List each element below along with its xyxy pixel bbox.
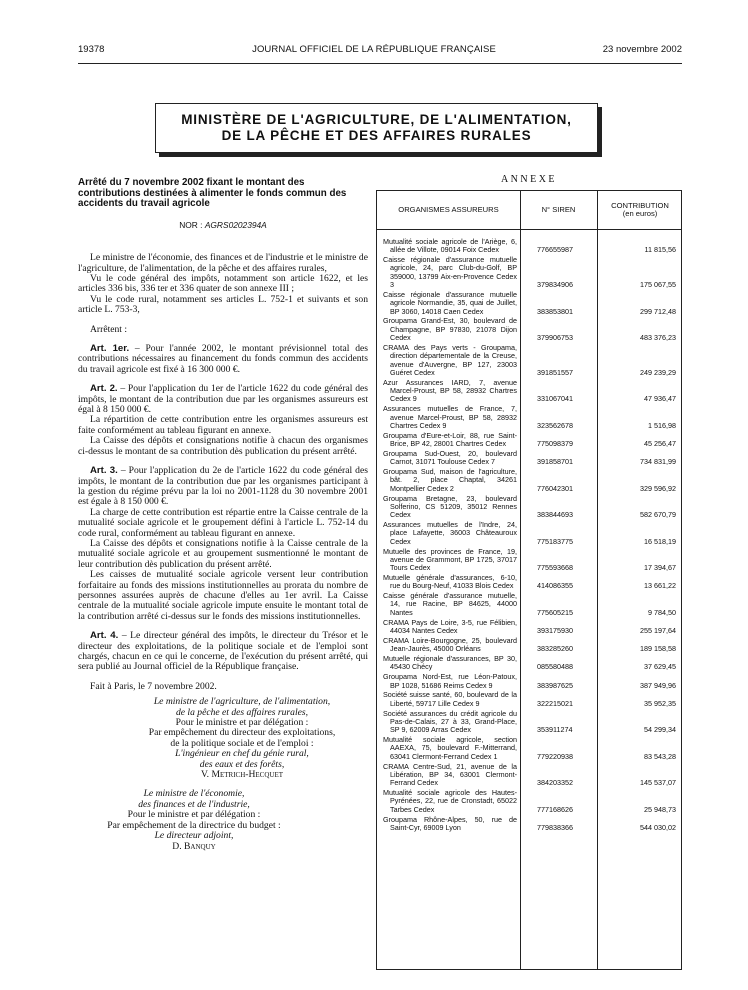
contribution-cell: 249 239,29 bbox=[640, 367, 676, 377]
table-row bbox=[377, 405, 683, 430]
contribution-cell: 9 784,50 bbox=[648, 607, 676, 617]
siren-cell: 379834906 bbox=[537, 280, 573, 290]
contribution-cell: 17 394,67 bbox=[644, 563, 676, 573]
preamble-code-rural: Vu le code rural, notamment ses articles L. 752-1 et suivants et son article L. 753-3, bbox=[78, 293, 368, 316]
decree-title: Arrêté du 7 novembre 2002 fixant le montant des contributions destinées à alimenter le fonds commun des accidents du travail agricole bbox=[78, 177, 347, 210]
organisme-cell: Caisse générale d'assurance mutuelle, 14, rue Racine, BP 84625, 44000 Nantes bbox=[383, 591, 517, 617]
siren-cell: 775605215 bbox=[537, 607, 573, 617]
organisme-cell: Groupama Bretagne, 23, boulevard Solferino, CS 51209, 35012 Rennes Cedex bbox=[383, 493, 517, 520]
table-row bbox=[377, 673, 683, 690]
table-row bbox=[377, 691, 683, 708]
contribution-cell: 299 712,48 bbox=[640, 306, 676, 316]
table-row bbox=[377, 789, 683, 814]
table-row bbox=[377, 468, 683, 493]
arretent: Arrêtent : bbox=[90, 323, 128, 335]
contribution-cell: 13 661,22 bbox=[644, 581, 676, 591]
siren-cell: 353911274 bbox=[537, 725, 573, 735]
annex-table bbox=[376, 190, 682, 970]
annex-title: ANNEXE bbox=[500, 174, 558, 185]
contribution-cell: 16 518,19 bbox=[644, 536, 676, 546]
signatory-name-economie: D. Banquy bbox=[172, 840, 216, 852]
organisme-cell: Assurances mutuelles de France, 7, avenue Marcel-Proust, BP 58, 28932 Chartres Cedex 9 bbox=[383, 404, 517, 430]
contribution-cell: 1 516,98 bbox=[648, 420, 676, 430]
siren-cell: 383285260 bbox=[537, 644, 573, 654]
organisme-cell: Société assurances du crédit agricole du Pas-de-Calais, 27 à 33, Grand-Place, SP 9, 62009 Arras Cedex bbox=[383, 708, 517, 735]
siren-cell: 383987625 bbox=[537, 680, 573, 690]
article-4-label: Art. 4. bbox=[90, 630, 119, 642]
nor-reference bbox=[78, 220, 368, 230]
table-row bbox=[377, 574, 683, 591]
table-row bbox=[377, 710, 683, 735]
contribution-cell: 387 949,96 bbox=[640, 680, 676, 690]
article-2-label: Art. 2. bbox=[90, 383, 118, 395]
siren-cell: 775098379 bbox=[537, 438, 573, 448]
siren-cell: 777168626 bbox=[537, 804, 573, 814]
siren-cell: 322215021 bbox=[537, 698, 573, 708]
page-number: 19378 bbox=[78, 44, 105, 55]
article-2: Art. 2. – Pour l'application du 1er de l'article 1622 du code général des impôts, le montant de la contribution due par les organismes assureurs est égal à 8 150 000 €. bbox=[78, 383, 368, 416]
ministry-heading-box bbox=[155, 103, 598, 153]
table-row bbox=[377, 495, 683, 520]
header-divider bbox=[377, 229, 681, 230]
column-header-organismes: ORGANISMES ASSUREURS bbox=[398, 204, 499, 214]
siren-cell: 331067041 bbox=[537, 394, 573, 404]
table-row bbox=[377, 521, 683, 546]
siren-cell: 323562678 bbox=[537, 420, 573, 430]
siren-cell: 085580488 bbox=[537, 662, 573, 672]
organisme-cell: CRAMA Pays de Loire, 3-5, rue Félibien, 44034 Nantes Cedex bbox=[383, 617, 517, 635]
organisme-cell: Mutualité sociale agricole des Hautes-Pyrénées, 22, rue de Cronstadt, 65022 Tarbes Cedex bbox=[383, 788, 517, 814]
siren-cell: 393175930 bbox=[537, 625, 573, 635]
table-row bbox=[377, 317, 683, 342]
organisme-cell: Azur Assurances IARD, 7, avenue Marcel-Proust, BP 58, 28932 Chartres Cedex 9 bbox=[383, 377, 517, 404]
organisme-cell: Groupama Nord-Est, rue Léon-Patoux, BP 1028, 51686 Reims Cedex 9 bbox=[383, 672, 517, 690]
done-at: Fait à Paris, le 7 novembre 2002. bbox=[90, 680, 217, 692]
siren-cell: 384203352 bbox=[537, 778, 573, 788]
contribution-cell: 582 670,79 bbox=[640, 510, 676, 520]
siren-cell: 779838366 bbox=[537, 822, 573, 832]
header-rule bbox=[78, 63, 682, 64]
siren-cell: 775183775 bbox=[537, 536, 573, 546]
contribution-cell: 145 537,07 bbox=[640, 778, 676, 788]
siren-cell: 775593668 bbox=[537, 563, 573, 573]
organisme-cell: Mutualité sociale agricole, section AAEXA, 75, boulevard F.-Mitterrand, 63041 Clermont-Ferrand Cedex 1 bbox=[383, 735, 517, 761]
column-header-contribution: CONTRIBUTION (en euros) bbox=[611, 200, 669, 218]
table-row bbox=[377, 763, 683, 788]
table-row bbox=[377, 291, 683, 316]
ministry-line-1: MINISTÈRE DE L'AGRICULTURE, DE L'ALIMENTATION, bbox=[181, 112, 572, 127]
annex-rows bbox=[377, 238, 683, 832]
contribution-cell: 483 376,23 bbox=[640, 333, 676, 343]
article-2-paragraph-3: La Caisse des dépôts et consignations notifie à chacun des organismes ci-dessus le montant de sa contribution dès publication du présent arrêté. bbox=[78, 435, 368, 457]
issue-date: 23 novembre 2002 bbox=[602, 44, 682, 55]
contribution-cell: 45 256,47 bbox=[644, 438, 676, 448]
table-row bbox=[377, 450, 683, 467]
contribution-cell: 544 030,02 bbox=[640, 822, 676, 832]
contribution-cell: 175 067,55 bbox=[640, 280, 676, 290]
table-row bbox=[377, 816, 683, 833]
organisme-cell: CRAMA Centre-Sud, 21, avenue de la Libération, BP 34, 63001 Clermont-Ferrand Cedex bbox=[383, 761, 517, 788]
article-3-paragraph-4: Les caisses de mutualité sociale agricole versent leur contribution forfaitaire au fonds des missions institutionnelles au prorata du nombre de personnes assurées auprès de chacune d'elles au 1er avril. La Caisse centrale de la mutualité sociale agricole impute ensuite le montant total de la contribution arrêté ci-dessus sur le fonds des missions institutionnelles. bbox=[78, 569, 368, 622]
contribution-cell: 11 815,56 bbox=[644, 245, 676, 255]
ministry-line-2: DE LA PÊCHE ET DES AFFAIRES RURALES bbox=[221, 128, 532, 143]
table-row bbox=[377, 238, 683, 255]
siren-cell: 383844693 bbox=[537, 510, 573, 520]
article-1: Art. 1er. – Pour l'année 2002, le montant prévisionnel total des contributions nécessaires au financement du fonds commun des accidents du travail agricole est fixé à 16 300 000 €. bbox=[78, 343, 368, 375]
article-3-paragraph-2: La charge de cette contribution est répartie entre la Caisse centrale de la mutualité sociale agricole et le groupement défini à l'article L. 752-14 du code rural, conformément au tableau figurant en annexe. bbox=[78, 506, 368, 539]
siren-cell: 391858701 bbox=[537, 457, 573, 467]
organisme-cell: Assurances mutuelles de l'Indre, 24, place Lafayette, 36003 Châteauroux Cedex bbox=[383, 520, 517, 546]
organisme-cell: Groupama Sud, maison de l'agriculture, bât. 2, place Chaptal, 34261 Montpellier Cedex 2 bbox=[383, 467, 517, 493]
running-header bbox=[0, 44, 748, 58]
table-row bbox=[377, 256, 683, 289]
nor-value: AGRS0202394A bbox=[204, 219, 267, 230]
siren-cell: 379906753 bbox=[537, 333, 573, 343]
signatory-name-agriculture: V. Metrich-Hecquet bbox=[200, 769, 284, 781]
organisme-cell: Groupama Rhône-Alpes, 50, rue de Saint-Cyr, 69009 Lyon bbox=[383, 814, 517, 832]
organisme-cell: Caisse régionale d'assurance mutuelle agricole Normandie, 35, quai de Juillet, BP 3060, 14018 Caen Cedex bbox=[383, 289, 517, 316]
nor-label: NOR : bbox=[179, 219, 205, 230]
contribution-cell: 83 543,28 bbox=[644, 751, 676, 761]
contribution-cell: 54 299,34 bbox=[644, 725, 676, 735]
contribution-cell: 35 952,35 bbox=[644, 698, 676, 708]
organisme-cell: CRAMA des Pays verts - Groupama, direction départementale de la Creuse, avenue d'Auvergne, BP 127, 23003 Guéret Cedex bbox=[383, 342, 517, 377]
contribution-cell: 37 629,45 bbox=[644, 662, 676, 672]
organisme-cell: Caisse régionale d'assurance mutuelle agricole, 24, parc Club-du-Golf, BP 359000, 13799 Aix-en-Provence Cedex 3 bbox=[383, 255, 517, 290]
article-3: Art. 3. – Pour l'application du 2e de l'article 1622 du code général des impôts, le montant de la contribution due par les organismes participant à la gestion du régime prévu par la loi no 2001-1128 du 30 novembre 2001 est égale à 8 150 000 €. bbox=[78, 465, 368, 508]
contribution-cell: 329 596,92 bbox=[640, 483, 676, 493]
table-row bbox=[377, 548, 683, 573]
siren-cell: 779220938 bbox=[537, 751, 573, 761]
article-4: Art. 4. – Le directeur général des impôts, le directeur du Trésor et le directeur des exploitations, de la politique sociale et de l'emploi sont chargés, chacun en ce qui le concerne, de l'exécution du présent arrêté, qui sera publié au Journal officiel de la République française. bbox=[78, 630, 368, 673]
table-row bbox=[377, 432, 683, 449]
signature-agriculture: Le ministre de l'agriculture, de l'alimentation, de la pêche et des affaires rurales, Pour le ministre et par délégation : Par empêchement du directeur des exploitations, de la politique sociale et de l'emploi : L'ingénieur en chef du génie rural, des eaux et des forêts, V. Metrich-Hecquet bbox=[78, 697, 368, 780]
table-row bbox=[377, 736, 683, 761]
article-1-label: Art. 1er. bbox=[90, 343, 130, 355]
organisme-cell: Groupama Grand-Est, 30, boulevard de Champagne, BP 97830, 21078 Dijon Cedex bbox=[383, 316, 517, 343]
organisme-cell: Groupama Sud-Ouest, 20, boulevard Carnot, 31071 Toulouse Cedex 7 bbox=[383, 448, 517, 467]
preamble-ministers: Le ministre de l'économie, des finances et de l'industrie et le ministre de l'agriculture, de l'alimentation, de la pêche et des affaires rurales, bbox=[78, 252, 368, 274]
table-row bbox=[377, 592, 683, 617]
preamble-cgi: Vu le code général des impôts, notamment son article 1622, et les articles 336 bis, 336 ter et 336 quater de son annexe III ; bbox=[78, 273, 368, 295]
contribution-cell: 255 197,64 bbox=[640, 625, 676, 635]
siren-cell: 414086355 bbox=[537, 581, 573, 591]
contribution-cell: 25 948,73 bbox=[644, 804, 676, 814]
organisme-cell: Mutuelle des provinces de France, 19, avenue de Grammont, BP 1725, 37017 Tours Cedex bbox=[383, 546, 517, 573]
article-3-label: Art. 3. bbox=[90, 465, 118, 477]
organisme-cell: Groupama d'Eure-et-Loir, 88, rue Saint-Brice, BP 42, 28001 Chartres Cedex bbox=[383, 430, 517, 448]
organisme-cell: Mutualité sociale agricole de l'Ariège, 6, allée de Villote, 09014 Foix Cedex bbox=[383, 237, 517, 255]
table-row bbox=[377, 379, 683, 404]
table-row bbox=[377, 619, 683, 636]
journal-title: JOURNAL OFFICIEL DE LA RÉPUBLIQUE FRANÇAISE bbox=[252, 44, 496, 55]
siren-cell: 383853801 bbox=[537, 306, 573, 316]
decree-column bbox=[78, 178, 368, 852]
siren-cell: 776042301 bbox=[537, 483, 573, 493]
table-row bbox=[377, 344, 683, 377]
column-header-siren: N° SIREN bbox=[541, 204, 576, 214]
organisme-cell: Mutuelle régionale d'assurances, BP 30, 45430 Chécy bbox=[383, 654, 517, 672]
contribution-cell: 47 936,47 bbox=[644, 394, 676, 404]
organisme-cell: Mutuelle générale d'assurances, 6-10, rue du Bourg-Neuf, 41033 Blois Cedex bbox=[383, 573, 517, 591]
table-row bbox=[377, 655, 683, 672]
table-row bbox=[377, 637, 683, 654]
article-2-paragraph-2: La répartition de cette contribution entre les organismes assureurs est faite conformément au tableau figurant en annexe. bbox=[78, 414, 368, 436]
organisme-cell: Société suisse santé, 60, boulevard de la Liberté, 59717 Lille Cedex 9 bbox=[383, 690, 517, 708]
siren-cell: 391851557 bbox=[537, 367, 573, 377]
organisme-cell: CRAMA Loire-Bourgogne, 25, boulevard Jean-Jaurès, 45000 Orléans bbox=[383, 635, 517, 654]
contribution-cell: 734 831,99 bbox=[640, 457, 676, 467]
siren-cell: 776655987 bbox=[537, 245, 573, 255]
contribution-cell: 189 158,58 bbox=[640, 644, 676, 654]
signature-economie: Le ministre de l'économie, des finances et de l'industrie, Pour le ministre et par délégation : Par empêchement de la directrice du budget : Le directeur adjoint, D. Banquy bbox=[78, 789, 368, 851]
article-3-paragraph-3: La Caisse des dépôts et consignations notifie à la Caisse centrale de la mutualité sociale agricole et au groupement susmentionné le montant de leur contribution dès publication du présent arrêté. bbox=[78, 537, 368, 570]
